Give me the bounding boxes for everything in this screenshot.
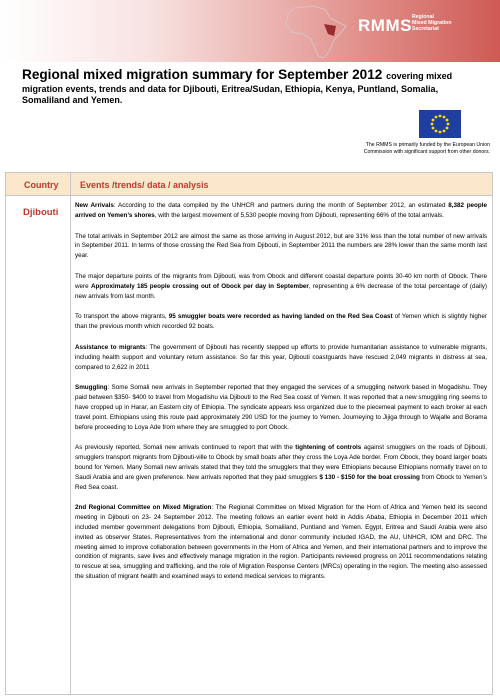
paragraph-total-arrivals: The total arrivals in September 2012 are almost the same as those arriving in August 2012, but are 31% less than the total number of new arrivals in September 2011. In terms of those crossing the Red Sea from Djibouti, in September 2011 the numbers are 28% lower than the same month last year. <box>75 232 487 260</box>
paragraph-smuggling: Smuggling: Some Somali new arrivals in September reported that they engaged the services of a smuggling network based in Mogadishu. They paid between $350- $400 to travel from Mogadishu via Djibouti to the Red Sea coast of Yemen. It was reported that a new smuggling ring seems to have cropped up in Harar, an Eastern city of Ethiopia. The syndicate appears less organized due to the piecemeal payment to each broker at each travel point. Ethiopians using this route paid approximately 290 USD for the journey to Yemen. Journeying to Jijiga through to Wajalle and Borama before proceeding to Loya Ade from where they are smuggled to port Obock. <box>75 384 487 431</box>
column-header-events: Events /trends/ data / analysis <box>80 180 209 190</box>
africa-map-icon <box>280 4 350 60</box>
paragraph-new-arrivals: New Arrivals: According to the data compiled by the UNHCR and partners during the month of September 2012, an estimated 8,382 people arrived on Yemen’s shores, with the largest movement of 5,530 people moving from Djibouti, representing 66% of the total arrivals. <box>75 202 487 219</box>
paragraph-departure-points: The major departure points of the migrants from Djibouti, was from Obock and different coastal departure points 30-40 km north of Obock. There were Approximately 185 people crossing out of Obock per day in September, representing a 6% decrease of the total percentage of (daily) new arrivals from last month. <box>75 272 487 300</box>
paragraph-controls: As previously reported, Somali new arrivals continued to report that with the tightening of controls against smugglers on the roads of Djibouti, smugglers transport migrants from Djibouti-ville to Obock by small boats after they cross the Loya Ade border. From Obock, they board larger boats bound for Yemen. Many Somali new arrivals stated that they told the smugglers that they were Ethiopians because Ethiopians normally travel on to Saudi Arabia and are given preference. New arrivals reported that they paid smugglers $ 130 - $150 for the boat crossing from Obock to Yemen’s Red Sea coast. <box>75 444 488 491</box>
header-banner <box>0 0 500 62</box>
page-subtitle: migration events, trends and data for Djibouti, Eritrea/Sudan, Ethiopia, Kenya, Puntland, Somalia, Somaliland and Yemen. <box>22 84 439 105</box>
table-header-row <box>6 173 492 196</box>
paragraph-regional-committee: 2nd Regional Committee on Mixed Migration: The Regional Committee on Mixed Migration for the Horn of Africa and Yemen held its second meeting in Djibouti on 23- 24 September 2012. The meeting follows an earlier event held in Addis Ababa, Ethiopia in December 2011 which included member government delegations from Djibouti, Ethiopia, Somaliland, Puntland and Yemen. Egypt, Eritrea and Saudi Arabia were also invited as observer States. Representatives from the international and donor community included IGAD, the AU, UNHCR, IOM and DRC. The meeting aimed to improve collaboration between governments in the Horn of Africa and Yemen, and their international partners and to improve the condition of migrants, save lives and effectively manage migration in the region. Participants reviewed progress on 2011 recommendations relating to rescue at sea, smuggling and trafficking, and the role of Migration Response Centers (MRCs) operating in the region. The meeting also assessed the situation of migrant health and examined ways to extend medical services to migrants. <box>75 504 487 580</box>
row-country-djibouti: Djibouti <box>23 207 59 218</box>
funding-note: The RMMS is primarily funded by the European Union Commission with significant support from other donors. <box>363 142 490 155</box>
rmms-logo: RMMS <box>358 16 412 35</box>
page-title: Regional mixed migration summary for September 2012 covering mixed <box>22 67 453 82</box>
row-analysis-text <box>75 201 487 593</box>
eu-flag-icon <box>419 110 461 138</box>
summary-table <box>5 172 493 695</box>
paragraph-smuggler-boats: To transport the above migrants, 95 smuggler boats were recorded as having landed on the Red Sea Coast of Yemen which is slightly higher than the previous month which recorded 92 boats. <box>75 313 487 331</box>
column-header-country: Country <box>24 180 59 190</box>
rmms-logo-subtitle: Regional Mixed Migration Secretariat <box>412 14 452 32</box>
column-divider <box>70 173 71 694</box>
paragraph-assistance: Assistance to migrants: The government of Djibouti has recently stepped up efforts to provide humanitarian assistance to vulnerable migrants, including health support and voluntary return assistance. So far this year, Djibouti coastguards have rescued 2,049 migrants in distress at sea, compared to 2,622 in 2011 <box>75 343 487 371</box>
